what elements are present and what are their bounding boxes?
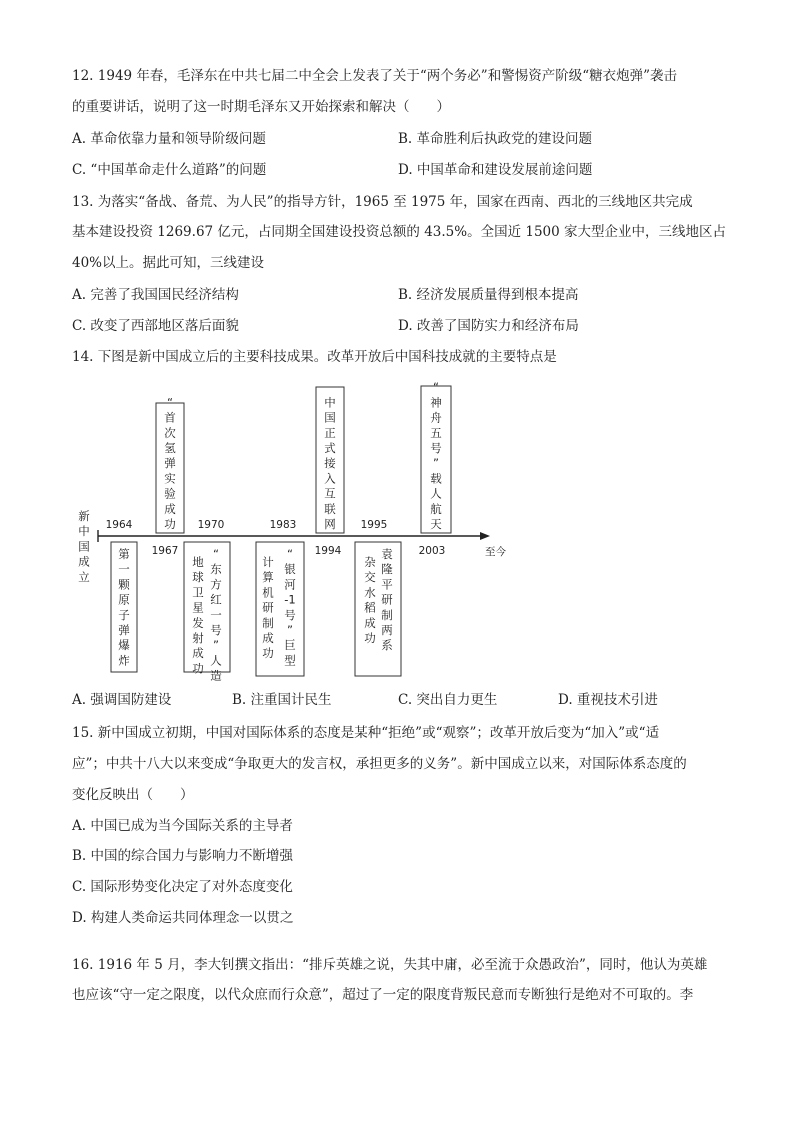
event-text-above: 载 (430, 471, 442, 486)
q14-option-d[interactable]: D. 重视技术引进 (558, 692, 658, 708)
q14-option-c[interactable]: C. 突出自力更生 (398, 692, 498, 708)
event-text-below-col1: 地 (192, 555, 204, 569)
event-text-above: 人 (430, 486, 442, 501)
event-text-below-col1: 机 (262, 585, 274, 600)
q12-option-c[interactable]: C. “中国革命走什么道路”的问题 (72, 162, 267, 178)
event-text-above: 式 (324, 441, 336, 455)
event-text-above: 成 (164, 501, 176, 516)
event-text-below-col2: 河 (284, 577, 296, 592)
event-text-above: “ (433, 380, 439, 395)
event-text-above: 舟 (430, 410, 442, 425)
event-text-above: 入 (324, 471, 336, 486)
event-text-below-col2: “ (213, 547, 219, 561)
event-text-above: 氢 (164, 441, 176, 455)
event-text-below-col2: 两 (381, 623, 393, 637)
event-text-below: 原 (118, 592, 130, 607)
event-text-below-col2: 号 (210, 623, 222, 637)
event-text-below-col2: 人 (210, 653, 222, 668)
event-box-below (355, 542, 401, 676)
event-text-below-col1: 发 (192, 615, 204, 630)
q13-option-a[interactable]: A. 完善了我国国民经济结构 (72, 287, 239, 303)
event-text-below: 弹 (118, 623, 130, 637)
event-text-below-col1: 功 (192, 661, 204, 676)
event-text-below-col2: 型 (284, 653, 296, 668)
q13-stem-line1: 13. 为落实“备战、备荒、为人民”的指导方针，1965 至 1975 年，国家在西南、西北的三线地区共完成 (72, 194, 693, 210)
event-text-above: 网 (324, 517, 336, 531)
event-text-below-col2: 平 (381, 577, 393, 592)
event-text-below-col1: 算 (262, 570, 274, 585)
event-text-below-col2: “ (287, 547, 293, 561)
event-text-above: 次 (164, 425, 176, 440)
q13-option-c[interactable]: C. 改变了西部地区落后面貌 (72, 318, 239, 334)
q12-option-d[interactable]: D. 中国革命和建设发展前途问题 (398, 162, 593, 178)
event-text-above: 首 (164, 410, 176, 425)
event-text-below-col1: 成 (192, 646, 204, 661)
event-text-below-col2: 银 (284, 562, 296, 577)
event-text-below-col1: 星 (192, 600, 204, 615)
event-text-below-col1: 功 (262, 646, 274, 661)
event-year-above: 2003 (418, 545, 446, 557)
q13-option-b[interactable]: B. 经济发展质量得到根本提高 (398, 287, 579, 303)
event-text-above: 弹 (164, 456, 176, 471)
event-box-below (184, 542, 230, 672)
event-text-below: 爆 (118, 638, 130, 653)
timeline-start-label: 国 (78, 539, 90, 554)
q15-option-b[interactable]: B. 中国的综合国力与影响力不断增强 (72, 848, 294, 864)
event-text-below-col1: 成 (262, 631, 274, 645)
event-text-above: “ (167, 395, 173, 410)
q13-option-d[interactable]: D. 改善了国防实力和经济布局 (398, 318, 579, 334)
event-text-below-col2: ” (213, 638, 219, 653)
q13-stem-line3: 40%以上。据此可知，三线建设 (72, 255, 265, 271)
timeline-start-label: 立 (78, 569, 90, 584)
q14-stem: 14. 下图是新中国成立后的主要科技成果。改革开放后中国科技成就的主要特点是 (72, 349, 557, 365)
event-year-below: 1964 (105, 519, 133, 531)
event-text-below-col2: 研 (381, 592, 393, 607)
event-text-above: 功 (164, 517, 176, 531)
event-text-below-col1: 交 (364, 570, 376, 585)
event-text-below-col1: 功 (364, 631, 376, 645)
event-text-below-col2: 号 (284, 607, 296, 622)
q12-stem-line1: 12. 1949 年春，毛泽东在中共七届二中全会上发表了关于“两个务必”和警惕资产阶级“糖衣炮弹”袭击 (72, 68, 678, 84)
event-text-above: 五 (430, 425, 442, 440)
event-text-below-col1: 杂 (364, 555, 376, 569)
timeline-start-label: 中 (78, 524, 90, 539)
event-text-below-col1: 射 (192, 631, 204, 645)
event-text-above: 验 (164, 486, 176, 501)
event-text-below-col1: 计 (262, 555, 274, 569)
event-text-below-col1: 卫 (192, 585, 204, 600)
event-year-above: 1967 (151, 545, 179, 557)
event-text-below-col2: ” (287, 623, 293, 637)
event-text-below-col1: 稻 (364, 600, 376, 615)
event-text-below-col2: 巨 (284, 638, 296, 653)
event-text-below-col2: 一 (210, 607, 222, 622)
q13-stem-line2: 基本建设投资 1269.67 亿元，占同期全国建设投资总额的 43.5%。全国近 1500 家大型企业中，三线地区占 (72, 224, 727, 240)
q12-stem-line2: 的重要讲话，说明了这一时期毛泽东又开始探索和解决（ ） (72, 99, 450, 115)
event-text-above: 联 (324, 501, 336, 516)
q16-stem-line1: 16. 1916 年 5 月，李大钊撰文指出：“排斥英雄之说，失其中庸，必至流于众愚政治”，同时，他认为英雄 (72, 957, 708, 973)
event-text-below-col2: 方 (210, 577, 222, 592)
q15-option-c[interactable]: C. 国际形势变化决定了对外态度变化 (72, 879, 293, 895)
event-text-below-col1: 成 (364, 615, 376, 630)
event-text-above: 接 (324, 456, 336, 471)
event-text-below-col2: 系 (381, 638, 393, 653)
event-text-above: 航 (430, 501, 442, 516)
event-text-below: 颗 (118, 577, 130, 592)
q12-option-a[interactable]: A. 革命依靠力量和领导阶级问题 (72, 131, 266, 147)
event-text-above: 号 (430, 441, 442, 455)
event-text-below-col2: 制 (381, 607, 393, 622)
event-text-above: 互 (324, 486, 336, 501)
event-text-above: 神 (430, 395, 442, 410)
event-text-below: 子 (118, 607, 130, 622)
q15-stem-line3: 变化反映出（ ） (72, 787, 194, 803)
timeline-arrow-icon (480, 532, 490, 540)
q15-stem-line2: 应”；中共十八大以来变成“争取更大的发言权，承担更多的义务”。新中国成立以来，对国际体系态度的 (72, 756, 687, 772)
event-text-below: 一 (118, 562, 130, 577)
tech-achievements-timeline (0, 370, 794, 690)
event-text-below-col2: 袁 (381, 547, 393, 561)
event-text-above: 正 (324, 425, 336, 440)
q14-option-b[interactable]: B. 注重国计民生 (232, 692, 332, 708)
event-year-below: 1970 (197, 519, 225, 531)
event-text-below-col2: 造 (210, 668, 222, 683)
event-text-below-col2: 隆 (381, 562, 393, 577)
event-text-above: 中 (324, 395, 336, 410)
event-text-below: 第 (118, 547, 130, 561)
timeline-end-label: 至今 (485, 546, 506, 558)
q16-stem-line2: 也应该“守一定之限度，以代众庶而行众意”，超过了一定的限度背叛民意而专断独行是绝对不可取的。李 (72, 987, 694, 1003)
event-text-below: 炸 (118, 653, 130, 668)
event-text-below-col1: 球 (192, 570, 204, 585)
event-text-below-col1: 制 (262, 615, 274, 630)
event-year-below: 1983 (269, 519, 297, 531)
q15-option-d[interactable]: D. 构建人类命运共同体理念一以贯之 (72, 910, 294, 926)
q14-option-a[interactable]: A. 强调国防建设 (72, 692, 172, 708)
event-text-above: 实 (164, 471, 176, 486)
q15-stem-line1: 15. 新中国成立初期，中国对国际体系的态度是某种“拒绝”或“观察”；改革开放后变为“加入”或“适 (72, 725, 660, 741)
event-text-below-col2: -1 (284, 592, 296, 607)
event-text-below-col1: 水 (364, 585, 376, 600)
q15-option-a[interactable]: A. 中国已成为当今国际关系的主导者 (72, 818, 293, 834)
event-text-below-col2: 东 (210, 562, 222, 577)
timeline-start-label: 新 (78, 509, 90, 523)
timeline-start-label: 成 (78, 554, 90, 569)
event-text-above: 天 (430, 517, 442, 531)
event-text-below-col2: 红 (210, 592, 222, 607)
event-text-below-col1: 研 (262, 600, 274, 615)
event-year-below: 1995 (360, 519, 388, 531)
q12-option-b[interactable]: B. 革命胜利后执政党的建设问题 (398, 131, 593, 147)
event-text-above: ” (433, 456, 439, 471)
event-year-above: 1994 (314, 545, 342, 557)
event-text-above: 国 (324, 410, 336, 425)
